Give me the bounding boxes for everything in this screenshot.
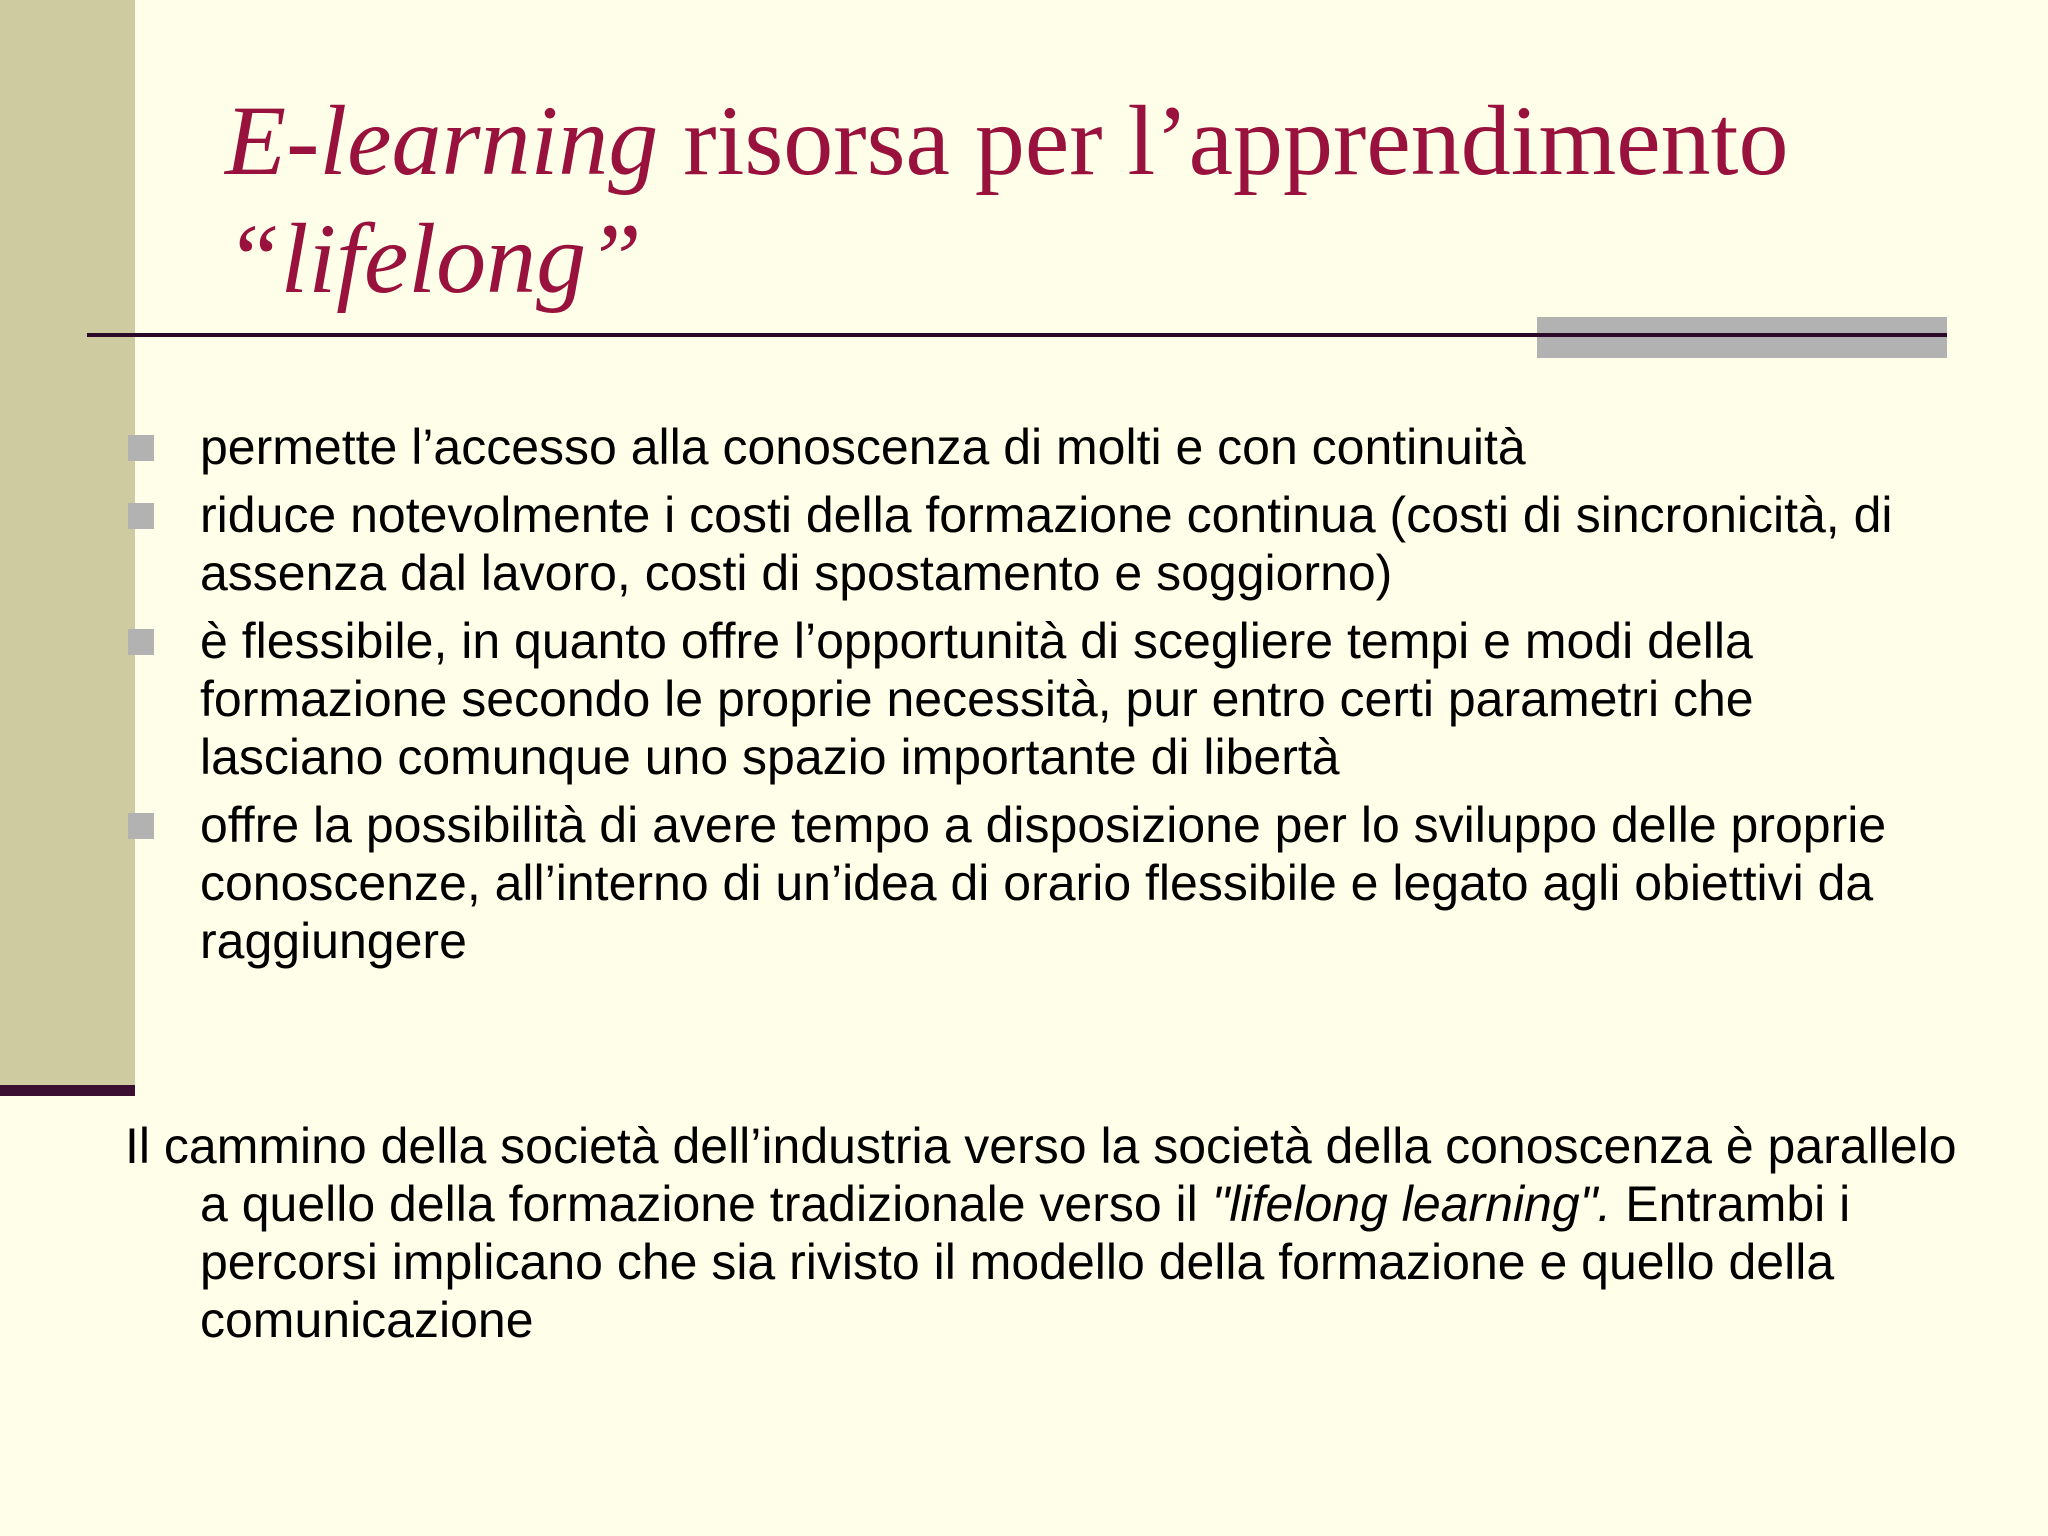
title-elearning: E-learning: [225, 85, 659, 196]
square-bullet-icon: [128, 503, 154, 529]
sidebar-underline: [0, 1085, 135, 1096]
title-main: risorsa per l’apprendimento: [658, 85, 1789, 196]
bullet-text: permette l’accesso alla conoscenza di molti e con continuità: [200, 419, 1526, 475]
bullet-list: [125, 418, 1905, 980]
closing-paragraph: [125, 1117, 1980, 1349]
title-rule: [87, 333, 1947, 337]
square-bullet-icon: [128, 629, 154, 655]
title-rule-accent: [1537, 317, 1947, 358]
bullet-text: riduce notevolmente i costi della formazione continua (costi di sincronicità, di assenza dal lavoro, costi di spostamento e soggiorno): [200, 487, 1893, 601]
square-bullet-icon: [128, 813, 154, 839]
bullet-item: [125, 486, 1905, 602]
closing-text-start: Il cammino della società dell’industria verso la società della conoscenza è parallelo a quello della formazione tradizionale verso il: [125, 1118, 1957, 1232]
bullet-item: [125, 418, 1905, 476]
closing-text-end: Entrambi i percorsi implicano che sia rivisto il modello della formazione e quello della comunicazione: [200, 1176, 1851, 1348]
bullet-item: [125, 612, 1905, 786]
sidebar-decoration: [0, 0, 135, 1085]
square-bullet-icon: [128, 435, 154, 461]
bullet-item: [125, 796, 1905, 970]
bullet-text: è flessibile, in quanto offre l’opportunità di scegliere tempi e modi della formazione secondo le proprie necessità, pur entro certi parametri che lasciano comunque uno spazio importante di libertà: [200, 613, 1754, 785]
bullet-text: offre la possibilità di avere tempo a disposizione per lo sviluppo delle proprie conoscenze, all’interno di un’idea di orario flessibile e legato agli obiettivi da raggiungere: [200, 797, 1887, 969]
title-lifelong: “lifelong”: [225, 203, 642, 314]
slide-title: [225, 82, 1985, 318]
closing-text-italic: "lifelong learning".: [1211, 1176, 1612, 1232]
